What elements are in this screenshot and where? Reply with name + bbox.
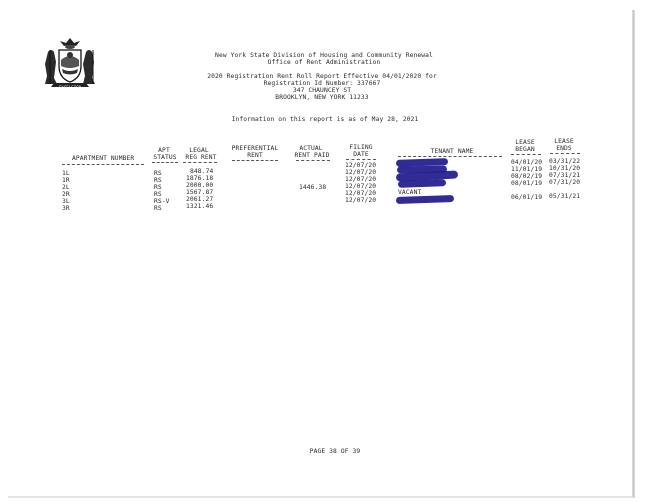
divider [398,156,502,157]
lease-began: 11/01/19 [511,166,543,173]
lease-began: 08/02/19 [511,173,543,180]
legal-rent: 2000.00 [186,182,214,189]
report-date-info: Information on this report is as of May 28, 2021 [231,116,419,123]
agency-title: New York State Division of Housing and Community Renewal [215,52,433,59]
filing-date: 12/07/20 [345,183,377,190]
col-apt-status-1: APT [158,147,170,154]
col-lease-ends-1: LEASE [554,138,574,145]
filing-date: 12/07/20 [345,176,377,183]
col-apt-status-2: STATUS [153,154,177,161]
filing-date: 12/07/20 [345,162,377,169]
filing-date: 12/07/20 [345,197,377,204]
divider [296,160,330,161]
apt-status: RS [154,191,162,198]
col-legal-rent-2: REG RENT [185,154,217,161]
divider [346,159,376,160]
apt-status: RS [154,184,162,191]
lease-began: 08/01/19 [511,180,543,187]
col-tenant-name: TENANT NAME [430,148,474,155]
apt-status: RS-V [154,198,170,205]
seal-motto: EXCELSIOR [58,85,82,90]
apt-number: 3L [62,198,70,205]
col-filing-date-1: FILING [349,144,373,151]
apt-status: RS [154,170,162,177]
apt-number: 3R [62,205,70,212]
lease-ends: 03/31/22 [549,158,581,165]
filing-date: 12/07/20 [345,190,377,197]
col-lease-began-2: BEGAN [515,146,535,153]
page-number: PAGE 38 OF 39 [309,448,361,455]
col-apartment-number: APARTMENT NUMBER [72,155,135,162]
apt-number: 1L [62,170,70,177]
divider [152,162,178,163]
building-city: BROOKLYN, NEW YORK 11233 [275,94,369,101]
nys-seal-icon [40,36,100,92]
lease-began: 06/01/19 [511,194,543,201]
lease-ends: 10/31/20 [549,165,581,172]
apt-number: 2R [62,191,70,198]
legal-rent: 1321.46 [186,203,214,210]
lease-ends: 07/31/20 [549,179,581,186]
tenant-name: VACANT [398,189,422,196]
col-actual-rent-1: ACTUAL [299,145,323,152]
office-title: Office of Rent Administration [267,59,381,66]
building-address: 347 CHAUNCEY ST [292,87,352,94]
apt-number: 2L [62,184,70,191]
filing-date: 12/07/20 [345,169,377,176]
col-filing-date-2: DATE [353,151,369,158]
registration-id: Registration Id Number: 337667 [263,80,381,87]
lease-ends: 05/31/21 [549,193,581,200]
legal-rent: 1876.18 [186,175,214,182]
actual-rent-paid: 1446.38 [299,184,327,191]
divider [511,154,541,155]
page-edge-shadow [633,10,634,498]
legal-rent: 2061.27 [186,196,214,203]
col-legal-rent-1: LEGAL [189,147,209,154]
col-lease-began-1: LEASE [515,139,535,146]
apt-status: RS [154,205,162,212]
divider [232,160,278,161]
col-actual-rent-2: RENT PAID [294,152,330,159]
col-preferential-1: PREFERENTIAL [231,145,279,152]
lease-began: 04/01/20 [511,159,543,166]
legal-rent: 1567.87 [186,189,214,196]
col-lease-ends-2: ENDS [556,145,572,152]
col-preferential-2: RENT [247,152,263,159]
report-title: 2020 Registration Rent Roll Report Effective 04/01/2020 for [207,73,437,80]
apt-number: 1R [62,177,70,184]
divider [550,153,580,154]
legal-rent: 848.74 [190,168,214,175]
apt-status: RS [154,177,162,184]
lease-ends: 07/31/21 [549,172,581,179]
divider [62,164,144,165]
divider [183,162,217,163]
